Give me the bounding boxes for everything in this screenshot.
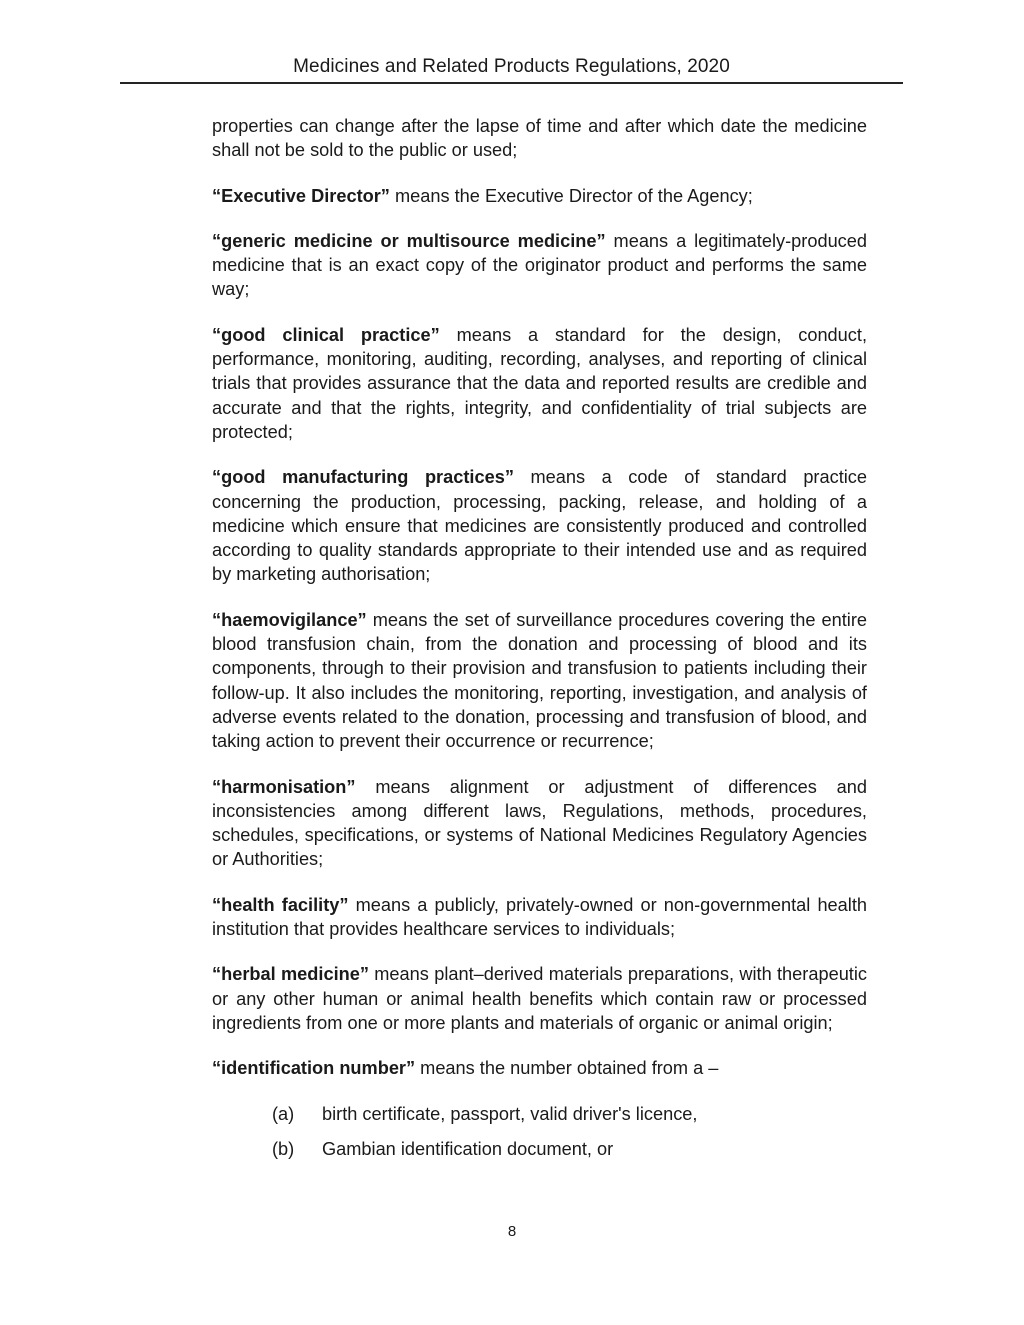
definition-executive-director xyxy=(212,184,867,208)
definition-text: means a legitimately-produced medicine that is an exact copy of the originator product and performs the same way; xyxy=(212,230,868,300)
definition-term: “haemovigilance” xyxy=(212,609,367,630)
definition-haemovigilance xyxy=(212,608,867,754)
definition-term: “herbal medicine” xyxy=(212,964,369,985)
document-body xyxy=(212,114,867,1161)
running-header-title: Medicines and Related Products Regulations, 2020 xyxy=(293,56,730,77)
definition-identification-number xyxy=(212,1056,867,1080)
definition-text: means the set of surveillance procedures covering the entire blood transfusion chain, from the donation and processing of blood and its components, through to their provision and transfusion to patients including their follow-up. It also includes the monitoring, reporting, investigation, and analysis of adverse events related to the donation, processing and transfusion of blood, and taking action to prevent their occurrence or recurrence; xyxy=(212,609,867,752)
definition-text: means a code of standard practice concerning the production, processing, packing, release, and holding of a medicine which ensure that medicines are consistently produced and controlled according to quality standards appropriate to their intended use and as required by marketing authorisation; xyxy=(212,467,868,585)
list-item-label: (a) xyxy=(272,1103,295,1124)
definition-text: means the number obtained from a – xyxy=(415,1058,719,1079)
paragraph-text: properties can change after the lapse of time and after which date the medicine shall not be sold to the public or used; xyxy=(212,116,867,161)
definition-text: means the Executive Director of the Agency; xyxy=(389,185,753,206)
definition-term: “good clinical practice” xyxy=(212,324,440,345)
identification-number-options xyxy=(212,1102,867,1162)
definition-health-facility xyxy=(212,893,867,942)
list-item xyxy=(212,1102,867,1126)
page-number: 8 xyxy=(507,1223,517,1240)
definition-generic-medicine xyxy=(212,229,867,302)
paragraph-continuation xyxy=(212,114,867,163)
definition-term: “health facility” xyxy=(212,894,349,915)
definition-text: means plant–derived materials preparations, with therapeutic or any other human or animal health benefits which contain raw or processed ingredients from one or more plants and materials of organic or animal origin; xyxy=(212,964,867,1033)
definition-text: means alignment or adjustment of differences and inconsistencies among different laws, Regulations, methods, procedures, schedules, specifications, or systems of National Medicines Regulatory Agencies or Authorities; xyxy=(212,776,867,870)
running-header xyxy=(120,55,903,84)
list-item-text: Gambian identification document, or xyxy=(322,1138,614,1159)
definition-term: “identification number” xyxy=(212,1058,416,1079)
list-item-label: (b) xyxy=(272,1138,295,1159)
definition-good-manufacturing-practices xyxy=(212,465,867,586)
list-item-text: birth certificate, passport, valid driver's licence, xyxy=(322,1103,698,1124)
definition-term: “good manufacturing practices” xyxy=(212,467,514,488)
definition-harmonisation xyxy=(212,775,867,872)
definition-text: means a standard for the design, conduct, performance, monitoring, auditing, recording, analyses, and reporting of clinical trials that provides assurance that the data and reported results are credible and accurate and that the rights, integrity, and confidentiality of trial subjects are protected; xyxy=(212,324,867,442)
definition-good-clinical-practice xyxy=(212,323,867,444)
definition-text: means a publicly, privately-owned or non-governmental health institution that provides healthcare services to individuals; xyxy=(212,894,868,940)
definition-term: “generic medicine or multisource medicine” xyxy=(212,230,606,251)
definition-herbal-medicine xyxy=(212,962,867,1035)
list-item xyxy=(212,1137,867,1161)
definition-term: “Executive Director” xyxy=(212,185,390,206)
definition-term: “harmonisation” xyxy=(212,776,356,797)
